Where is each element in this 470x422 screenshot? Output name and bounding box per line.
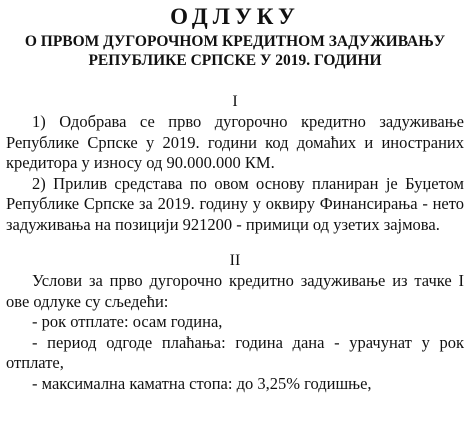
condition-item-interest-rate: - максимална каматна стопа: до 3,25% годишње, [32, 373, 372, 393]
condition-item-repayment-term: - рок отплате: осам година, [32, 312, 223, 331]
section-1-paragraph-1: 1) Одобрава се прво дугорочно кредитно задуживање Републике Српске у 2019. години код домаћих и иностраних кредитора у износу од 90.000.000 КМ. [6, 112, 464, 172]
section-heading-2: II [229, 252, 241, 269]
section-heading-1: I [232, 93, 238, 110]
section-2-intro: Услови за прво дугорочно кредитно задуживање из тачке I ове одлуке су сљедећи: [6, 271, 464, 311]
document-subtitle [6, 32, 464, 70]
subtitle-line-2: РЕПУБЛИКЕ СРПСКЕ У 2019. ГОДИНИ [88, 52, 382, 69]
document-title: ОДЛУКУ [170, 4, 300, 29]
subtitle-line-1: О ПРВОМ ДУГОРОЧНОМ КРЕДИТНОМ ЗАДУЖИВАЊУ [24, 33, 446, 50]
condition-item-grace-period: - период одгоде плаћања: година дана - урачунат у рок отплате, [6, 332, 464, 372]
section-1-paragraph-2: 2) Прилив средстава по овом основу планиран је Буџетом Републике Српске за 2019. годину у оквиру Финансирања - нето задуживања на позицији 921200 - примици од узетих зајмова. [6, 173, 464, 234]
